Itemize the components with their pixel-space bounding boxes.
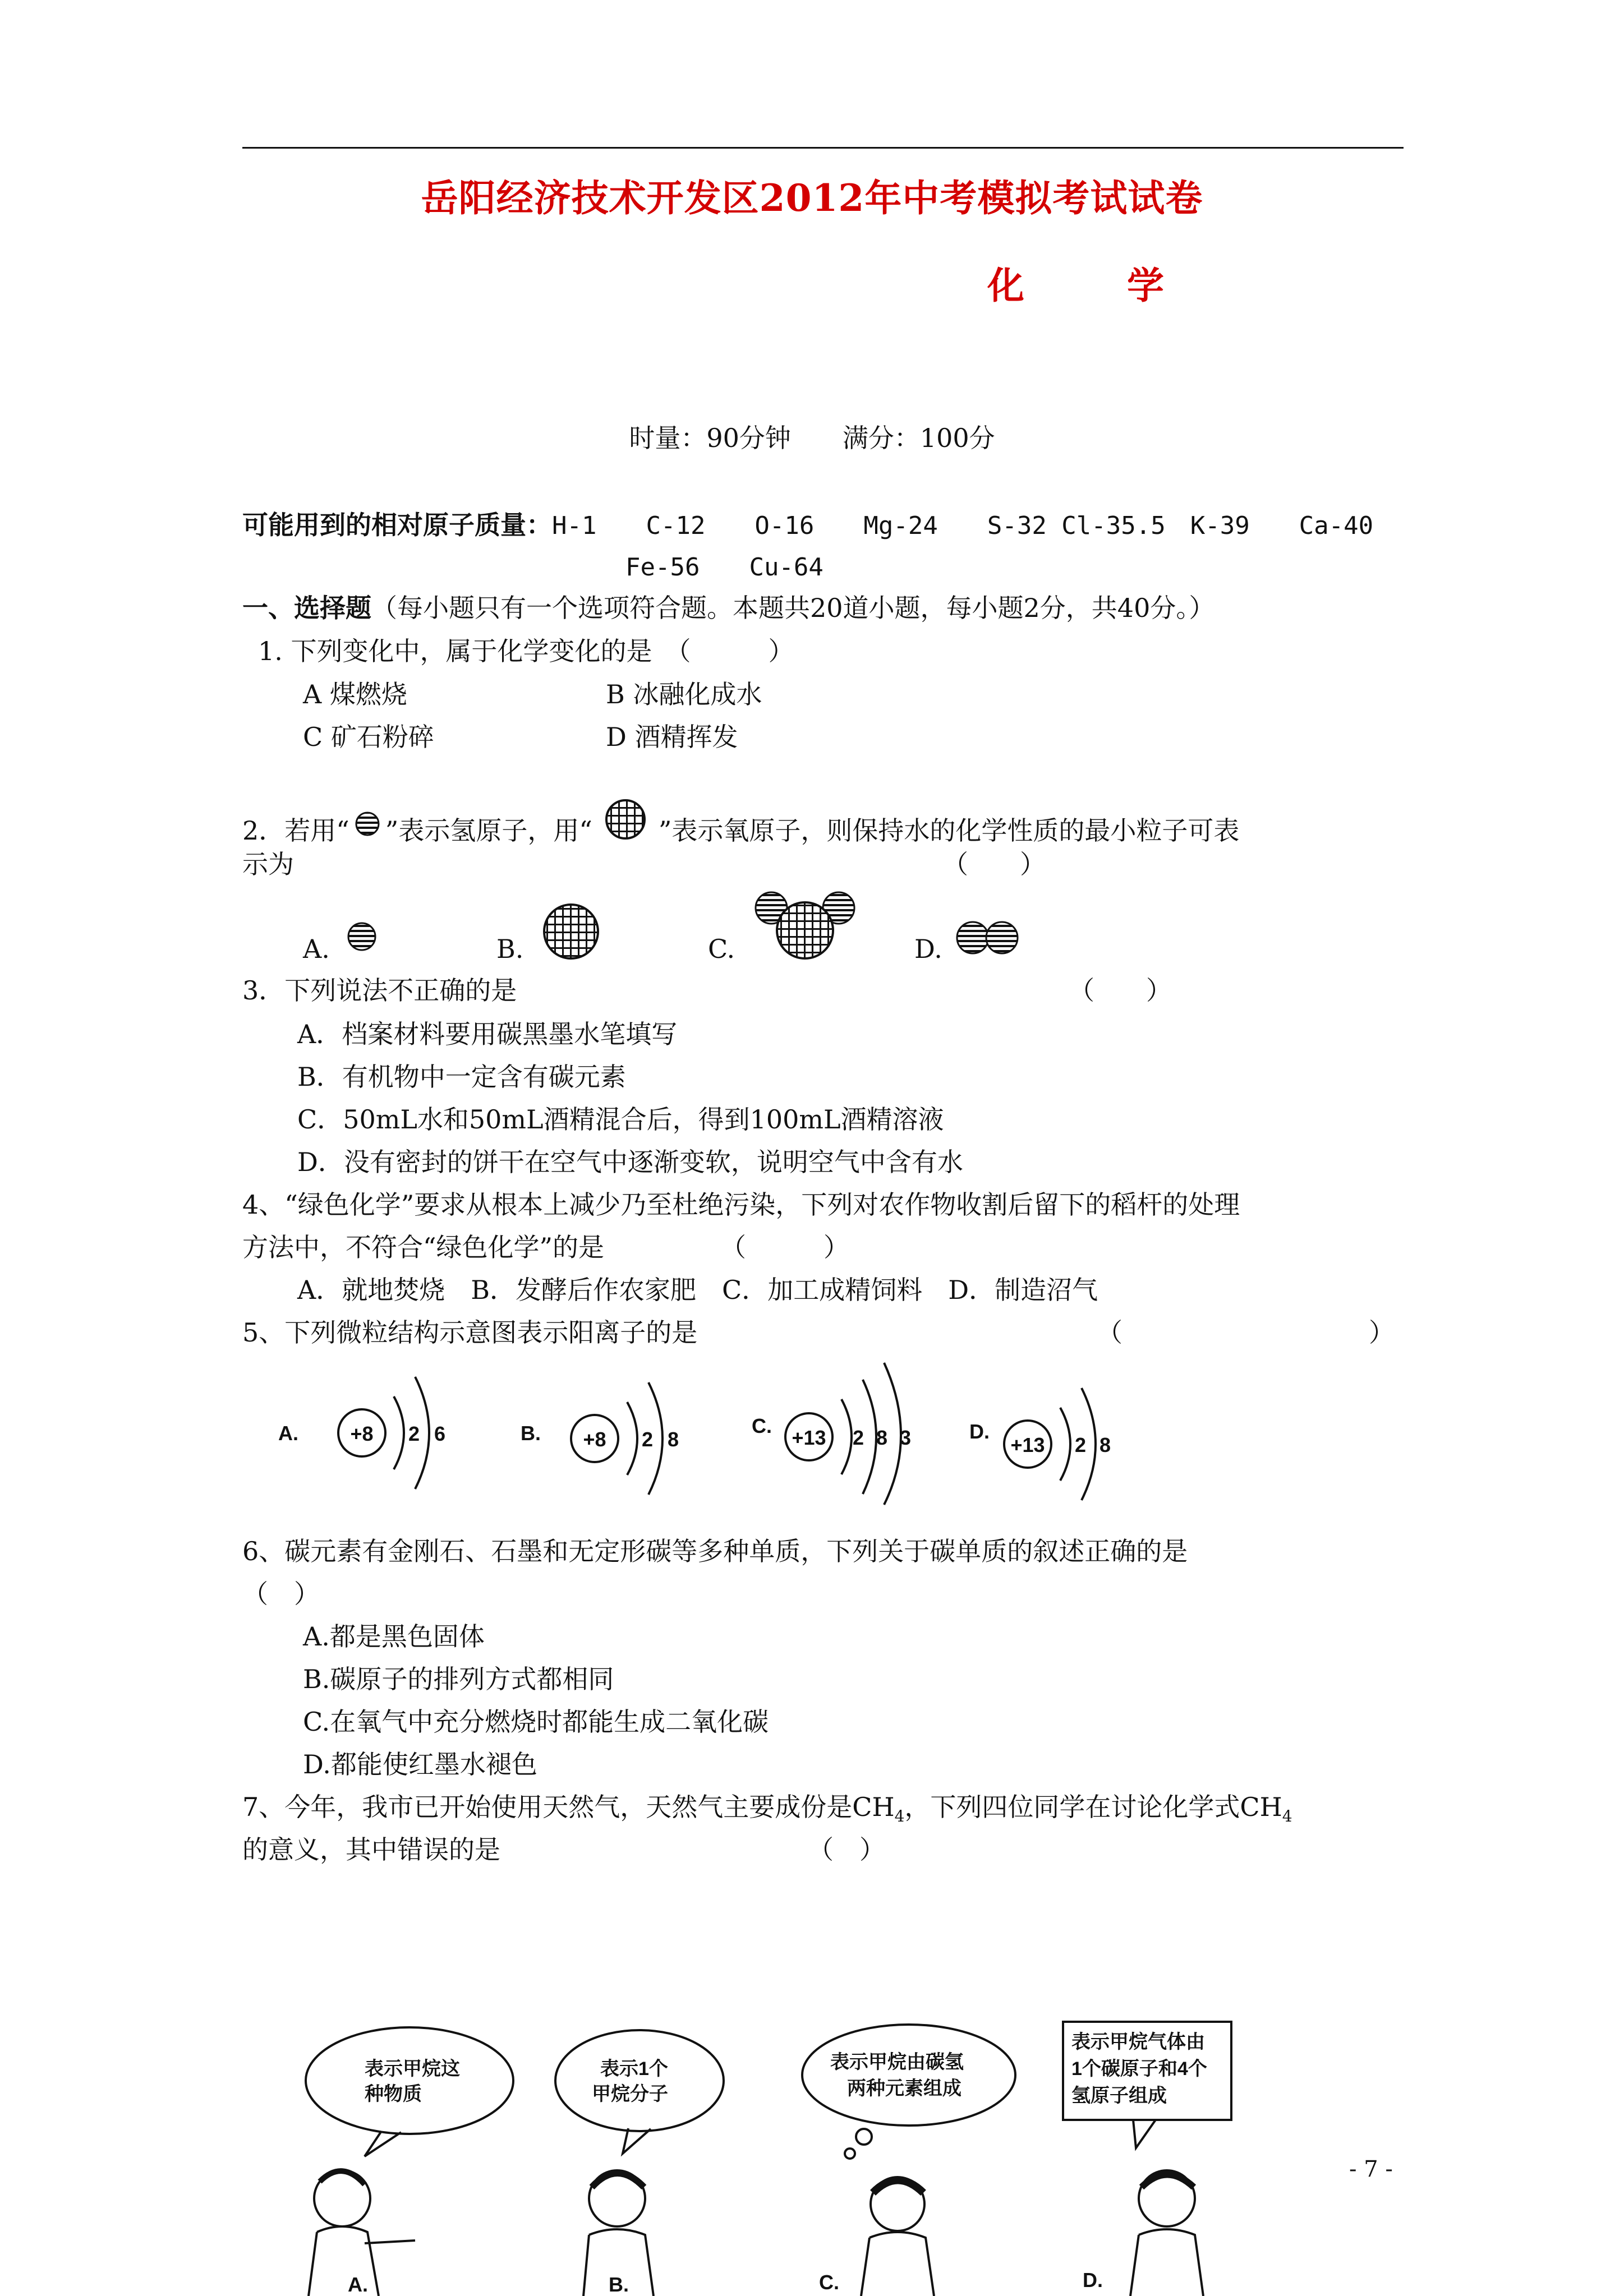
- q5-diagram-d-label: D.: [969, 1420, 990, 1443]
- q6-option-b: B.碳原子的排列方式都相同: [303, 1664, 614, 1694]
- hydrogen-atom-icon: [352, 812, 383, 843]
- subject-title: 化 学: [987, 264, 1209, 307]
- q2-option-a-hydrogen-atom: [345, 920, 379, 953]
- q7-student-a-label: A.: [348, 2273, 368, 2296]
- q5-diagram-a-nucleus: +8: [350, 1422, 374, 1445]
- q2-line1: [242, 799, 1239, 847]
- q5-diagram-d: [969, 1388, 1111, 1500]
- q7-speech-c-line2: 两种元素组成: [847, 2078, 961, 2099]
- q5-stem: 5、下列微粒结构示意图表示阳离子的是: [242, 1317, 698, 1348]
- q2-answer-paren: （ ）: [942, 849, 1046, 879]
- atomic-mass-line1: [242, 505, 1373, 542]
- q5-paren-close: ）: [1369, 1317, 1395, 1348]
- q7-text-2: ，下列四位同学在讨论化学式CH: [904, 1792, 1282, 1822]
- q7-speech-b-line2: 甲烷分子: [592, 2083, 668, 2105]
- q3-stem: 3．下列说法不正确的是: [242, 975, 517, 1006]
- q7-speech-d-line3: 氢原子组成: [1071, 2085, 1167, 2106]
- section-1-title: 一、选择题: [242, 593, 371, 623]
- q3-answer-paren: （ ）: [1069, 975, 1172, 1006]
- q7-line2: 的意义，其中错误的是: [242, 1834, 500, 1865]
- q2-option-d-hydrogen-molecule: [954, 920, 1021, 956]
- atomic-mass-values1: H-1 C-12 O-16 Mg-24 S-32 Cl-35.5 K-39 Ca-40: [552, 511, 1374, 540]
- q5-diagram-c-label: C.: [752, 1414, 772, 1437]
- q7-student-d-label: D.: [1083, 2269, 1103, 2292]
- q3-option-b: B．有机物中一定含有碳元素: [297, 1062, 626, 1092]
- q1-stem: 1. 下列变化中，属于化学变化的是 （ ）: [258, 636, 794, 666]
- q1-option-c: C 矿石粉碎: [303, 722, 434, 752]
- q5-paren-open: （: [1097, 1317, 1122, 1348]
- q5-diagram-b-label: B.: [521, 1422, 541, 1445]
- q6-option-a: A.都是黑色固体: [303, 1621, 485, 1652]
- q5-diagram-d-shell-1: 2: [1075, 1433, 1087, 1456]
- q2-text-2: ”表示氢原子，用“: [385, 815, 592, 846]
- q6-line1: 6、碳元素有金刚石、石墨和无定形碳等多种单质，下列关于碳单质的叙述正确的是: [242, 1536, 1188, 1566]
- q6-option-d: D.都能使红墨水褪色: [303, 1749, 537, 1779]
- q3-option-c: C．50mL水和50mL酒精混合后，得到100mL酒精溶液: [297, 1104, 944, 1135]
- atomic-mass-line2: Fe-56 Cu-64: [625, 553, 823, 582]
- q5-diagram-a-shell-2: 6: [434, 1422, 446, 1445]
- q1-option-a: A 煤燃烧: [303, 679, 407, 709]
- q7-speech-a-line1: 表示甲烷这: [365, 2058, 460, 2080]
- q7-speech-a-line2: 种物质: [365, 2083, 422, 2105]
- q7-student-b-label: B.: [609, 2273, 629, 2296]
- q5-diagram-a-label: A.: [278, 1422, 298, 1445]
- q7-speech-d-line2: 1个碳原子和4个: [1071, 2058, 1207, 2080]
- q5-diagram-a: [278, 1377, 445, 1489]
- q7-text-1: 7、今年，我市已开始使用天然气，天然气主要成份是CH: [242, 1792, 895, 1822]
- q7-cartoon-students: [280, 2019, 1301, 2296]
- q2-option-b-oxygen-atom: [539, 900, 606, 962]
- q2-option-d-label: D.: [914, 934, 942, 964]
- q5-diagram-d-nucleus: +13: [1010, 1433, 1045, 1456]
- q7-student-c-label: C.: [819, 2271, 839, 2294]
- q2-text-3: ”表示氧原子，则保持水的化学性质的最小粒子可表: [658, 815, 1240, 846]
- q4-line2: 方法中，不符合“绿色化学”的是 （ ）: [242, 1232, 850, 1262]
- q5-diagram-d-shell-2: 8: [1099, 1433, 1111, 1456]
- q1-option-d: D 酒精挥发: [606, 722, 738, 752]
- atomic-mass-label: 可能用到的相对原子质量：: [242, 510, 552, 540]
- oxygen-atom-icon: [595, 799, 656, 844]
- q7-answer-paren: （ ）: [808, 1834, 885, 1865]
- q4-line1: 4、“绿色化学”要求从根本上减少乃至杜绝污染，下列对农作物收割后留下的稻杆的处理: [242, 1190, 1240, 1220]
- q5-diagram-c-shell-2: 8: [876, 1426, 888, 1449]
- q5-diagram-b-shell-1: 2: [642, 1428, 654, 1451]
- q7-subscript-2: 4: [1282, 1807, 1292, 1826]
- top-rule: [242, 147, 1404, 149]
- q7-line1: [242, 1787, 1292, 1825]
- section-1-heading: [242, 588, 1214, 625]
- q1-option-b: B 冰融化成水: [606, 679, 762, 709]
- q6-option-c: C.在氧气中充分燃烧时都能生成二氧化碳: [303, 1707, 769, 1737]
- q2-option-b-label: B.: [496, 934, 524, 964]
- q2-option-c-water-molecule: [749, 889, 861, 962]
- q7-speech-b-line1: 表示1个: [600, 2058, 668, 2080]
- section-1-note: （每小题只有一个选项符合题。本题共20道小题，每小题2分，共40分。）: [371, 593, 1215, 623]
- q6-line2: （ ）: [242, 1579, 320, 1609]
- q7-speech-c-line1: 表示甲烷由碳氢: [830, 2051, 964, 2073]
- q5-diagram-b-shell-2: 8: [668, 1428, 679, 1451]
- q5-diagram-c: [752, 1363, 911, 1505]
- q5-diagram-c-shell-3: 3: [900, 1426, 912, 1449]
- q4-options: A．就地焚烧 B．发酵后作农家肥 C．加工成精饲料 D．制造沼气: [297, 1275, 1098, 1305]
- page-number: - 7 -: [1349, 2156, 1393, 2182]
- q7-subscript-1: 4: [894, 1807, 905, 1826]
- q2-text-1: 2．若用“: [242, 815, 349, 846]
- q2-option-c-label: C.: [708, 934, 735, 964]
- q2-line2: 示为: [242, 849, 294, 879]
- q2-option-a-label: A.: [303, 934, 330, 964]
- q7-speech-d-line1: 表示甲烷气体由: [1071, 2031, 1205, 2053]
- q5-diagram-b: [521, 1382, 679, 1495]
- time-info: 时量：90分钟 满分：100分: [629, 423, 995, 453]
- q3-option-a: A．档案材料要用碳黑墨水笔填写: [297, 1019, 678, 1049]
- q5-diagram-c-nucleus: +13: [792, 1426, 826, 1449]
- q3-option-d: D．没有密封的饼干在空气中逐渐变软，说明空气中含有水: [297, 1147, 963, 1177]
- q5-atomic-structure-diagrams: [247, 1354, 1122, 1506]
- q5-diagram-b-nucleus: +8: [583, 1428, 606, 1451]
- q5-diagram-a-shell-1: 2: [408, 1422, 420, 1445]
- q5-diagram-c-shell-1: 2: [853, 1426, 864, 1449]
- exam-title: 岳阳经济技术开发区2012年中考模拟考试试卷: [421, 176, 1203, 220]
